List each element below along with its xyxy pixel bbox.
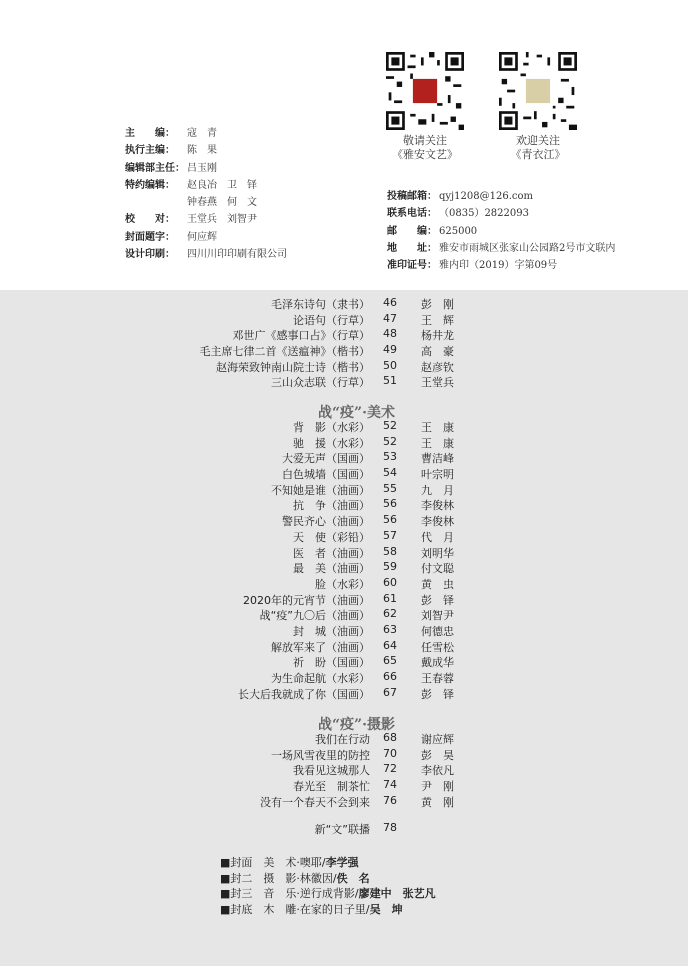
toc-page: 47 [383, 311, 397, 325]
toc-row [0, 654, 688, 670]
toc-row [0, 762, 688, 778]
toc-page: 74 [383, 778, 397, 792]
toc-page: 76 [383, 793, 397, 807]
toc-title: 脸（水彩） [315, 577, 370, 591]
toc-author: 九 月 [421, 483, 454, 497]
toc-title: 没有一个春天不会到来 [260, 795, 370, 809]
toc-page: 55 [383, 481, 397, 495]
contact-label: 邮 编： [387, 225, 437, 237]
cover-credits [220, 855, 436, 917]
toc-title: 解放军来了（油画） [271, 640, 370, 654]
toc-author: 赵彦钦 [421, 360, 454, 374]
toc-page: 48 [383, 327, 397, 341]
toc-row [0, 623, 688, 639]
toc-page: 68 [383, 731, 397, 744]
contact-label: 投稿邮箱： [387, 191, 437, 202]
toc-title: 祈 盼（国画） [293, 656, 370, 670]
cover-credit-row [220, 871, 436, 887]
toc-row [0, 529, 688, 545]
editorial-label: 封面题字： [125, 231, 175, 243]
toc-page: 58 [383, 544, 397, 558]
table-of-contents [0, 296, 688, 836]
toc-title: 一场风雪夜里的防控 [271, 748, 370, 762]
toc-title: 论语句（行草） [293, 313, 370, 327]
toc-title: 抗 争（油画） [293, 499, 370, 513]
qr-caption-1: 欢迎关注 [516, 134, 560, 147]
editorial-board [125, 125, 287, 263]
toc-row [0, 545, 688, 561]
section-heading-art: 战“疫”·美术 [318, 405, 395, 421]
cover-credit-row [220, 855, 436, 871]
toc-row [0, 450, 688, 466]
toc-calligraphy [0, 296, 688, 390]
toc-row [0, 731, 688, 747]
toc-page: 63 [383, 622, 397, 636]
toc-author: 代 月 [421, 530, 454, 544]
editorial-value: 王堂兵 刘智尹 [187, 214, 257, 226]
editorial-row [125, 211, 287, 228]
contact-value: （0835）2822093 [439, 208, 529, 220]
editorial-row [125, 229, 287, 246]
toc-title: 天 使（彩铅） [293, 530, 370, 544]
toc-author: 王 康 [421, 436, 454, 450]
toc-row [0, 296, 688, 312]
toc-art [0, 419, 688, 701]
editorial-label: 校 对： [125, 214, 175, 226]
cover-credit-label: ■封面 美 术·噢耶/ [220, 856, 326, 869]
toc-page: 64 [383, 638, 397, 652]
toc-page: 56 [383, 513, 397, 527]
editorial-row [125, 246, 287, 263]
toc-title: 封 城（油画） [293, 624, 370, 638]
toc-author: 李依凡 [421, 764, 454, 778]
toc-author: 谢应辉 [421, 733, 454, 746]
qr-caption-2: 《青衣江》 [510, 148, 566, 161]
toc-row [0, 482, 688, 498]
toc-page: 70 [383, 746, 397, 760]
toc-page: 72 [383, 762, 397, 776]
toc-title: 邓世广《感事口占》（行草） [232, 329, 370, 343]
toc-author: 叶宗明 [421, 468, 454, 482]
toc-author: 付文聪 [421, 562, 454, 576]
toc-author: 李俊林 [421, 515, 454, 529]
toc-page: 46 [383, 296, 397, 309]
editorial-value: 陈 果 [187, 145, 217, 157]
cover-credit-label: ■封二 摄 影·林徽因/ [220, 871, 337, 885]
editorial-row [125, 194, 287, 211]
editorial-value: 赵良冶 卫 铎 [187, 179, 257, 191]
toc-row [0, 592, 688, 608]
toc-page: 60 [383, 575, 397, 589]
toc-row [0, 747, 688, 763]
toc-author: 王堂兵 [421, 376, 454, 390]
contact-label: 准印证号： [387, 260, 437, 272]
contact-row [387, 223, 615, 240]
toc-page: 65 [383, 654, 397, 668]
toc-author: 刘明华 [421, 546, 454, 560]
toc-page: 59 [383, 560, 397, 574]
toc-row [0, 497, 688, 513]
toc-news-row [0, 821, 688, 837]
toc-author: 彭 昊 [421, 748, 454, 762]
toc-row [0, 359, 688, 375]
toc-page: 53 [383, 450, 397, 464]
cover-credit-label: ■封三 音 乐·逆行成背影/ [220, 887, 359, 900]
toc-page: 54 [383, 466, 397, 480]
toc-author: 高 豪 [421, 345, 454, 359]
toc-title: 最 美（油画） [293, 562, 370, 576]
toc-page: 52 [383, 434, 397, 448]
qr-caption-1: 敬请关注 [403, 134, 447, 147]
toc-title: 2020年的元宵节（油画） [243, 593, 370, 607]
toc-title: 新“文”联播 [314, 823, 370, 836]
toc-row [0, 312, 688, 328]
cover-credit-name: 廖建中 张艺凡 [358, 887, 436, 900]
toc-author: 黄 刚 [421, 795, 454, 809]
cover-credit-name: 吴 坤 [369, 902, 403, 916]
toc-title: 背 影（水彩） [293, 421, 370, 434]
toc-author: 刘智尹 [421, 609, 454, 623]
editorial-label: 编辑部主任： [125, 162, 185, 174]
cover-credit-label: ■封底 木 雕·在家的日子里/ [220, 902, 370, 916]
editorial-row [125, 160, 287, 177]
toc-page: 67 [383, 685, 397, 699]
toc-row [0, 778, 688, 794]
toc-author: 杨井龙 [421, 329, 454, 343]
toc-title: 三山众志联（行草） [271, 376, 370, 390]
contact-info [387, 188, 615, 274]
toc-row [0, 560, 688, 576]
qr-qingyijiang [499, 52, 577, 162]
editorial-label: 特约编辑： [125, 179, 175, 191]
toc-title: 春光至 制茶忙 [293, 780, 370, 794]
toc-title: 毛泽东诗句（隶书） [271, 298, 370, 311]
toc-title: 为生命起航（水彩） [271, 672, 370, 685]
editorial-label: 执行主编： [125, 145, 175, 157]
editorial-row [125, 125, 287, 142]
toc-row [0, 576, 688, 592]
editorial-value: 四川川印印刷有限公司 [187, 249, 287, 261]
toc-row [0, 374, 688, 390]
qr-code-icon [499, 52, 577, 130]
editorial-value: 寇 青 [187, 128, 217, 139]
toc-page: 78 [383, 821, 397, 834]
cover-credit-name: 李学强 [325, 856, 359, 869]
qr-caption-2: 《雅安文艺》 [392, 148, 458, 161]
contact-row [387, 205, 615, 222]
qr-code-icon [386, 52, 464, 130]
toc-row [0, 794, 688, 810]
toc-title: 警民齐心（油画） [282, 515, 370, 529]
toc-author: 彭 铎 [421, 593, 454, 607]
toc-page: 52 [383, 419, 397, 432]
cover-credit-row [220, 886, 436, 902]
toc-page: 51 [383, 374, 397, 388]
toc-page: 56 [383, 497, 397, 511]
contact-label: 地 址： [387, 242, 437, 254]
editorial-label: 主 编： [125, 128, 175, 139]
editorial-value: 吕玉刚 [187, 162, 217, 174]
toc-row [0, 513, 688, 529]
contact-value: 625000 [439, 225, 478, 237]
toc-title: 驰 援（水彩） [293, 436, 370, 450]
toc-title: 我看见这城那人 [293, 764, 370, 778]
toc-author: 黄 虫 [421, 577, 454, 591]
toc-title: 不知她是谁（油画） [271, 483, 370, 497]
section-heading-photo: 战“疫”·摄影 [318, 717, 395, 733]
toc-author: 何德忠 [421, 624, 454, 638]
editorial-label: 设计印刷： [125, 249, 175, 261]
toc-page: 57 [383, 528, 397, 542]
toc-row [0, 343, 688, 359]
contact-row [387, 257, 615, 274]
toc-page: 62 [383, 607, 397, 621]
contact-value: 雅内印（2019）字第09号 [439, 260, 558, 272]
toc-page: 66 [383, 670, 397, 683]
toc-row [0, 639, 688, 655]
contact-row [387, 188, 615, 205]
toc-title: 大爱无声（国画） [282, 452, 370, 466]
toc-page: 50 [383, 358, 397, 372]
toc-photo [0, 731, 688, 809]
toc-row [0, 670, 688, 686]
toc-author: 任雪松 [421, 640, 454, 654]
toc-author: 王 辉 [421, 313, 454, 327]
editorial-row [125, 177, 287, 194]
contact-row [387, 240, 615, 257]
cover-credit-name: 佚 名 [336, 871, 370, 885]
toc-row [0, 607, 688, 623]
editorial-value: 何应辉 [187, 231, 217, 243]
editorial-row [125, 142, 287, 159]
toc-row [0, 327, 688, 343]
toc-row [0, 419, 688, 435]
cover-credit-row [220, 902, 436, 918]
contact-value: 雅安市雨城区张家山公园路2号市文联内 [439, 242, 616, 254]
toc-author: 曹洁峰 [421, 452, 454, 466]
toc-author: 李俊林 [421, 499, 454, 513]
toc-row [0, 686, 688, 702]
toc-row [0, 466, 688, 482]
qr-yaan-wenyi [386, 52, 464, 162]
toc-title: 医 者（油画） [293, 546, 370, 560]
toc-title: 白色城墙（国画） [282, 468, 370, 482]
toc-title: 战“疫”九〇后（油画） [259, 609, 370, 623]
toc-page: 61 [383, 591, 397, 605]
editorial-label [125, 194, 187, 211]
contact-value: qyj1208@126.com [439, 191, 533, 202]
toc-row [0, 435, 688, 451]
toc-page: 49 [383, 343, 397, 357]
contact-label: 联系电话： [387, 208, 437, 220]
toc-title: 毛主席七律二首《送瘟神》（楷书） [199, 345, 370, 359]
editorial-value: 钟春燕 何 文 [187, 197, 257, 209]
toc-title: 我们在行动 [315, 733, 370, 746]
toc-author: 尹 刚 [421, 780, 454, 794]
toc-title: 赵海荣致钟南山院士诗（楷书） [216, 360, 370, 374]
toc-author: 戴成华 [421, 656, 454, 670]
toc-author: 彭 铎 [421, 687, 454, 701]
toc-title: 长大后我就成了你（国画） [238, 687, 370, 701]
toc-author: 彭 刚 [421, 298, 454, 311]
toc-author: 王 康 [421, 421, 454, 434]
toc-author: 王春蓉 [421, 672, 454, 685]
